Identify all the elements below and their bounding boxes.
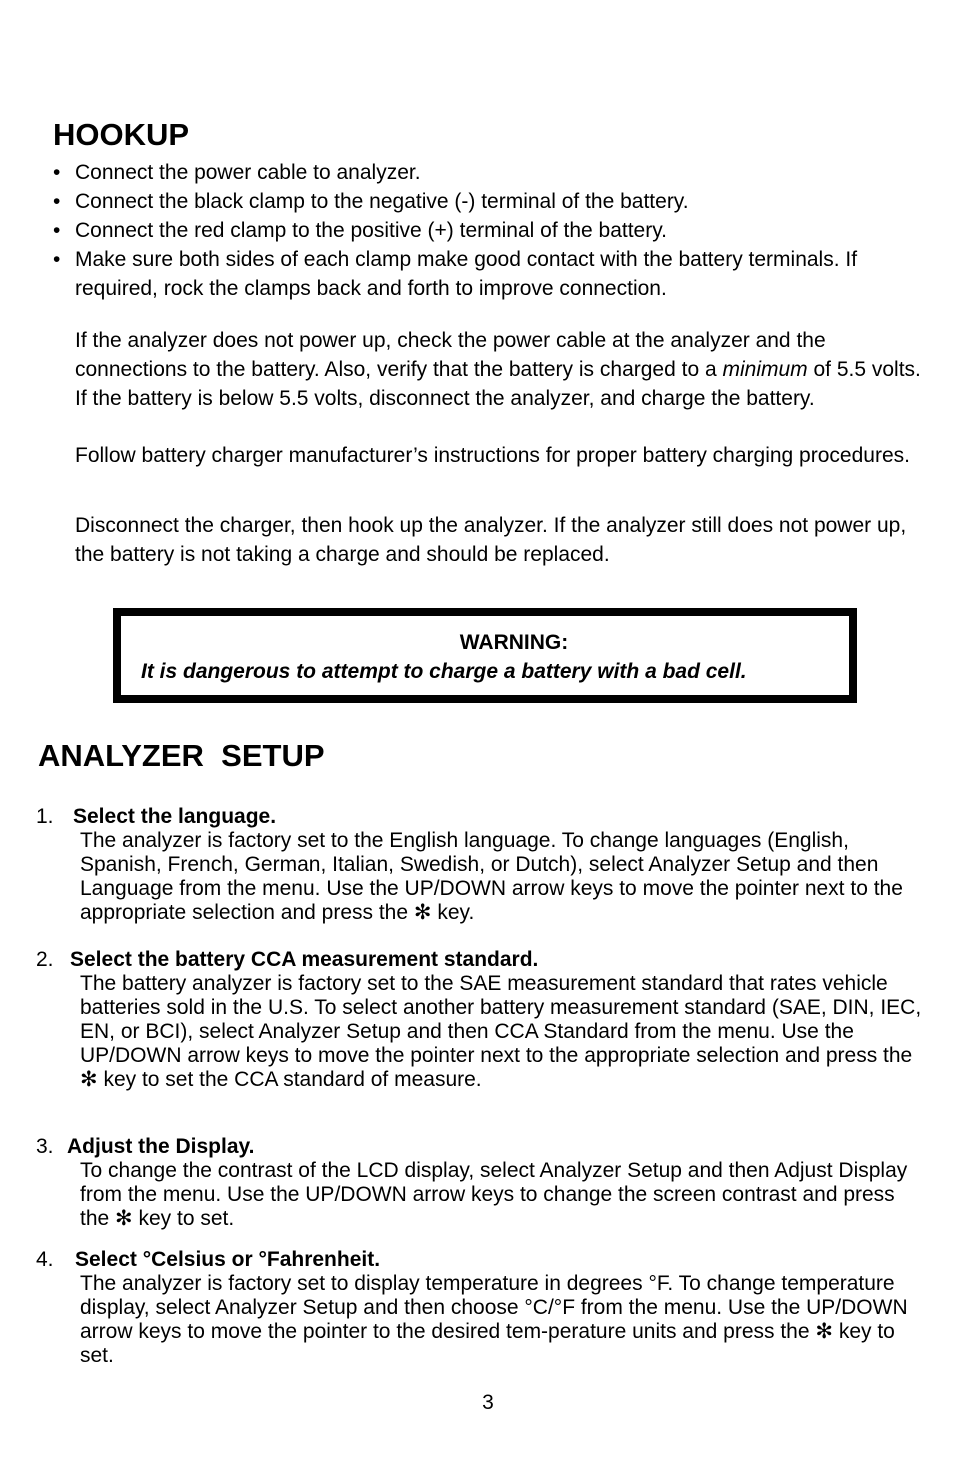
bullet-text: Connect the red clamp to the positive (+) terminal of the battery. <box>75 219 667 242</box>
bullet-marker: • <box>53 161 61 184</box>
step-text: key. <box>431 901 475 924</box>
page-number: 3 <box>482 1391 494 1414</box>
step-text: The analyzer is factory set to the English language. To change languages (English, Spanish, French, German, Italian, Swedish, or Dutch), select Analyzer Setup and then Language from the menu. Use the UP/DOWN arrow keys to move the pointer next to the appropriate selection and press the <box>80 829 903 924</box>
analyzer-setup-heading: ANALYZER SETUP <box>38 738 325 773</box>
step-body <box>80 1272 926 1368</box>
hookup-heading: HOOKUP <box>53 117 190 152</box>
step-text: The analyzer is factory set to display temperature in degrees °F. To change temperature display, select Analyzer Setup and then choose °C/°F from the menu. Use the UP/DOWN arrow keys to move the pointer to the desired tem-perature units and press the <box>80 1272 908 1343</box>
list-item <box>53 187 923 216</box>
list-item <box>53 158 923 187</box>
step-body <box>80 1159 926 1231</box>
emphasis-text: minimum <box>722 358 808 381</box>
asterisk-key-icon: ✻ <box>413 901 432 924</box>
bullet-marker: • <box>53 219 61 242</box>
bullet-marker: • <box>53 190 61 213</box>
setup-step <box>36 1135 926 1231</box>
setup-step <box>36 805 926 925</box>
step-label: Select the battery CCA measurement standard. <box>70 948 539 971</box>
warning-text: It is dangerous to attempt to charge a battery with a bad cell. <box>141 660 747 683</box>
step-text: key to set. <box>132 1207 235 1230</box>
power-up-paragraph <box>75 326 925 413</box>
list-item <box>53 245 923 303</box>
hookup-bullet-list <box>53 158 923 303</box>
asterisk-key-icon: ✻ <box>815 1320 833 1343</box>
list-item <box>53 216 923 245</box>
setup-step <box>36 1248 926 1368</box>
paragraph-text: If the analyzer does not power up, check the power cable at the analyzer and the connections to the battery. Also, verify that the battery is charged to a <box>75 329 826 381</box>
step-number: 1. <box>36 805 54 828</box>
bullet-text: Connect the black clamp to the negative (-) terminal of the battery. <box>75 190 689 213</box>
step-number: 3. <box>36 1135 54 1158</box>
step-text: key to set. <box>80 1320 895 1367</box>
step-label: Select °Celsius or °Fahrenheit. <box>75 1248 381 1271</box>
warning-box <box>113 608 857 703</box>
warning-title: WARNING: <box>459 631 569 654</box>
step-number: 2. <box>36 948 54 971</box>
step-label: Select the language. <box>73 805 277 828</box>
step-text: The battery analyzer is factory set to the SAE measurement standard that rates vehicle batteries sold in the U.S. To select another battery measurement standard (SAE, DIN, IEC, EN, or BCI), select Analyzer Setup and then CCA Standard from the menu. Use the UP/DOWN arrow keys to move the pointer next to the appropriate selection and press the <box>80 972 922 1067</box>
step-number: 4. <box>36 1248 54 1271</box>
paragraph-text: of 5.5 volts. If the battery is below 5.5 volts, disconnect the analyzer, and charge the battery. <box>75 358 921 410</box>
step-label: Adjust the Display. <box>67 1135 255 1158</box>
step-text: key to set the CCA standard of measure. <box>97 1068 482 1091</box>
step-body <box>80 829 926 925</box>
charger-instructions-paragraph: Follow battery charger manufacturer’s instructions for proper battery charging procedures. <box>75 444 910 467</box>
setup-step <box>36 948 926 1092</box>
step-body <box>80 972 926 1092</box>
bullet-text: Connect the power cable to analyzer. <box>75 161 421 184</box>
bullet-marker: • <box>53 248 61 271</box>
step-text: To change the contrast of the LCD display, select Analyzer Setup and then Adjust Display from the menu. Use the UP/DOWN arrow keys to change the screen contrast and press the <box>80 1159 908 1230</box>
asterisk-key-icon: ✻ <box>115 1207 133 1230</box>
bullet-text: Make sure both sides of each clamp make good contact with the battery terminals. If required, rock the clamps back and forth to improve connection. <box>75 248 858 300</box>
replace-battery-paragraph: Disconnect the charger, then hook up the analyzer. If the analyzer still does not power up, the battery is not taking a charge and should be replaced. <box>75 514 907 566</box>
asterisk-key-icon: ✻ <box>80 1068 98 1091</box>
